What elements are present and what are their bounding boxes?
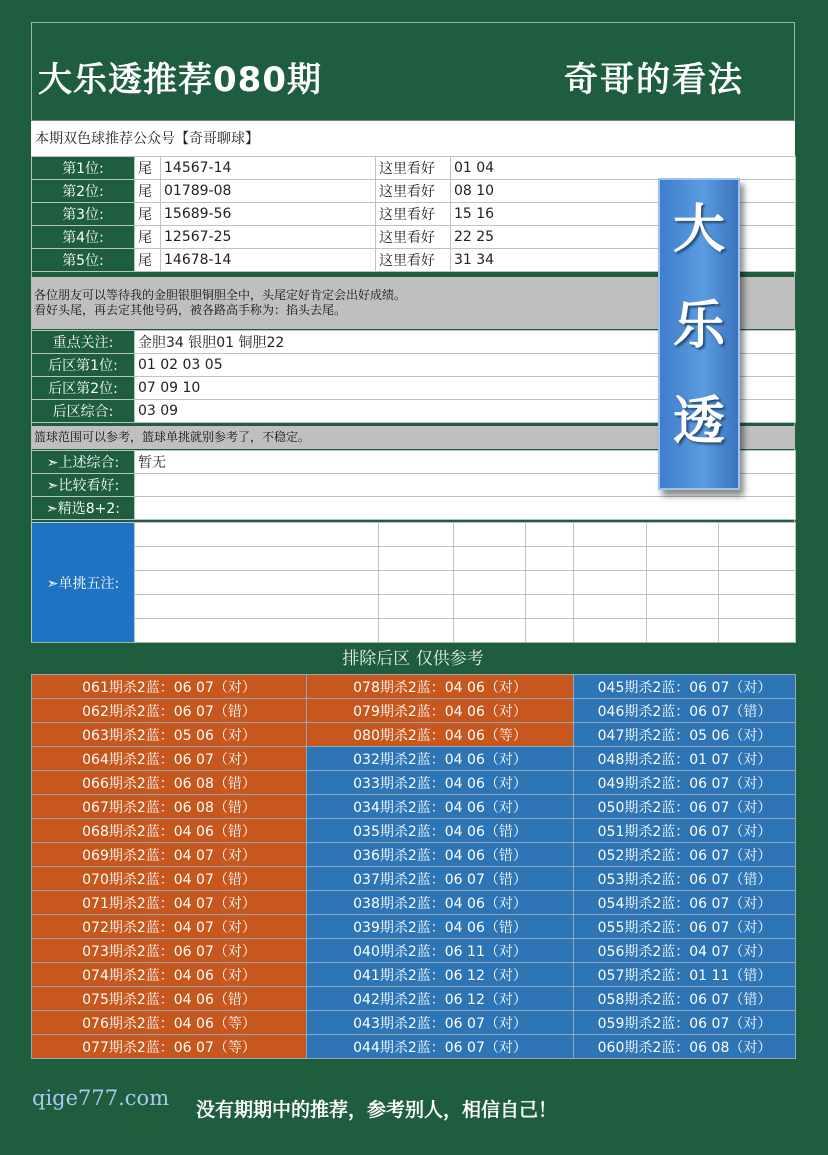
kill-cell: 056期杀2蓝：04 07（对） <box>574 939 796 963</box>
pick-cell[interactable] <box>647 523 719 547</box>
pick-cell[interactable] <box>574 547 647 571</box>
pick-numbers: 08 10 <box>451 180 796 203</box>
kill-cell: 075期杀2蓝：04 06（错） <box>32 987 307 1011</box>
pick-cell[interactable] <box>574 523 647 547</box>
badge-char: 大 <box>672 200 725 260</box>
focus-value: 07 09 10 <box>135 377 796 400</box>
pick-cell[interactable] <box>135 523 379 547</box>
kill-cell: 073期杀2蓝：06 07（对） <box>32 939 307 963</box>
pick-cell[interactable] <box>135 571 379 595</box>
kill-cell: 054期杀2蓝：06 07（对） <box>574 891 796 915</box>
footer-message: 没有期期中的推荐，参考别人，相信自己！ <box>196 1099 558 1121</box>
kill-cell: 061期杀2蓝：06 07（对） <box>32 675 307 699</box>
pick-cell[interactable] <box>574 619 647 643</box>
kill-cell: 062期杀2蓝：06 07（错） <box>32 699 307 723</box>
pick-cell[interactable] <box>379 595 454 619</box>
position-label: 第3位: <box>32 203 135 226</box>
summary-value <box>135 497 796 520</box>
kill-cell: 069期杀2蓝：04 07（对） <box>32 843 307 867</box>
position-label: 第1位: <box>32 157 135 180</box>
focus-label: 后区第2位: <box>32 377 135 400</box>
pick-cell[interactable] <box>379 619 454 643</box>
pick-cell[interactable] <box>647 619 719 643</box>
pick-cell[interactable] <box>719 547 796 571</box>
kill-cell: 038期杀2蓝：04 06（对） <box>307 891 574 915</box>
hint-label: 这里看好 <box>376 157 451 180</box>
kill-row <box>32 915 796 939</box>
summary-label: ➣精选8+2: <box>32 497 135 520</box>
position-row <box>32 157 796 180</box>
kill-cell: 047期杀2蓝：05 06（对） <box>574 723 796 747</box>
kill-cell: 076期杀2蓝：04 06（等） <box>32 1011 307 1035</box>
page-title: 大乐透推荐080期 <box>38 60 322 100</box>
kill-row <box>32 795 796 819</box>
summary-label: ➣比较看好: <box>32 474 135 497</box>
hint-label: 这里看好 <box>376 180 451 203</box>
kill-cell: 049期杀2蓝：06 07（对） <box>574 771 796 795</box>
kill-cell: 052期杀2蓝：06 07（对） <box>574 843 796 867</box>
kill-row <box>32 867 796 891</box>
pick-cell[interactable] <box>719 571 796 595</box>
pick-row <box>32 523 796 547</box>
tail-marker: 尾 <box>135 203 161 226</box>
kill-cell: 043期杀2蓝：06 07（对） <box>307 1011 574 1035</box>
focus-label: 后区综合: <box>32 400 135 423</box>
kill-cell: 053期杀2蓝：06 07（错） <box>574 867 796 891</box>
pick-cell[interactable] <box>454 523 526 547</box>
kill-cell: 072期杀2蓝：04 07（对） <box>32 915 307 939</box>
kill-cell: 039期杀2蓝：04 06（错） <box>307 915 574 939</box>
kill-cell: 041期杀2蓝：06 12（对） <box>307 963 574 987</box>
pick-numbers: 15 16 <box>451 203 796 226</box>
kill-cell: 051期杀2蓝：06 07（对） <box>574 819 796 843</box>
kill-cell: 077期杀2蓝：06 07（等） <box>32 1035 307 1059</box>
note-banner-2: 篮球范围可以参考，篮球单挑就别参考了，不稳定。 <box>31 426 795 449</box>
notice-line: 本期双色球推荐公众号【奇哥聊球】 <box>31 120 795 156</box>
kill-cell: 036期杀2蓝：04 06（错） <box>307 843 574 867</box>
kill-cell: 079期杀2蓝：04 06（对） <box>307 699 574 723</box>
kill-cell: 080期杀2蓝：04 06（等） <box>307 723 574 747</box>
hint-label: 这里看好 <box>376 249 451 272</box>
kill-row <box>32 723 796 747</box>
kill-row <box>32 747 796 771</box>
pick-cell[interactable] <box>135 547 379 571</box>
hint-label: 这里看好 <box>376 203 451 226</box>
badge-char: 透 <box>672 392 725 452</box>
pick-numbers: 01 04 <box>451 157 796 180</box>
badge-char: 乐 <box>672 296 725 356</box>
pick-row <box>32 619 796 643</box>
kill-row <box>32 819 796 843</box>
tail-numbers: 12567-25 <box>161 226 376 249</box>
kill-cell: 059期杀2蓝：06 07（对） <box>574 1011 796 1035</box>
title-bar <box>31 22 795 120</box>
pick-cell[interactable] <box>526 547 574 571</box>
kill-cell: 070期杀2蓝：04 07（错） <box>32 867 307 891</box>
tail-numbers: 14567-14 <box>161 157 376 180</box>
kill-cell: 040期杀2蓝：06 11（对） <box>307 939 574 963</box>
exclusion-heading: 排除后区 仅供参考 <box>31 642 795 675</box>
kill-cell: 060期杀2蓝：06 08（对） <box>574 1035 796 1059</box>
position-label: 第5位: <box>32 249 135 272</box>
kill-cell: 033期杀2蓝：04 06（对） <box>307 771 574 795</box>
tail-marker: 尾 <box>135 180 161 203</box>
note-line: 看好头尾，再去定其他号码，被各路高手称为：掐头去尾。 <box>34 303 347 317</box>
kill-cell: 050期杀2蓝：06 07（对） <box>574 795 796 819</box>
pick-cell[interactable] <box>526 571 574 595</box>
tail-numbers: 15689-56 <box>161 203 376 226</box>
kill-cell: 068期杀2蓝：04 06（错） <box>32 819 307 843</box>
tail-numbers: 01789-08 <box>161 180 376 203</box>
note-line: 各位朋友可以等待我的金胆银胆铜胆全中，头尾定好肯定会出好成绩。 <box>34 288 407 302</box>
page-subtitle: 奇哥的看法 <box>564 60 744 100</box>
pick-row <box>32 571 796 595</box>
focus-value: 金胆34 银胆01 铜胆22 <box>135 331 796 354</box>
kill-cell: 078期杀2蓝：04 06（对） <box>307 675 574 699</box>
tail-numbers: 14678-14 <box>161 249 376 272</box>
pick-cell[interactable] <box>574 595 647 619</box>
kill-cell: 066期杀2蓝：06 08（错） <box>32 771 307 795</box>
kill-row <box>32 939 796 963</box>
pick-cell[interactable] <box>454 571 526 595</box>
kill-row <box>32 963 796 987</box>
kill-row <box>32 843 796 867</box>
kill-cell: 067期杀2蓝：06 08（错） <box>32 795 307 819</box>
pick-numbers: 31 34 <box>451 249 796 272</box>
kill-cell: 045期杀2蓝：06 07（对） <box>574 675 796 699</box>
pick-cell[interactable] <box>379 547 454 571</box>
pick-cell[interactable] <box>647 595 719 619</box>
kill-cell: 058期杀2蓝：06 07（错） <box>574 987 796 1011</box>
pick-cell[interactable] <box>454 619 526 643</box>
kill-cell: 046期杀2蓝：06 07（错） <box>574 699 796 723</box>
focus-value: 01 02 03 05 <box>135 354 796 377</box>
kill-row <box>32 891 796 915</box>
kill-cell: 042期杀2蓝：06 12（对） <box>307 987 574 1011</box>
pick-cell[interactable] <box>454 547 526 571</box>
focus-label: 后区第1位: <box>32 354 135 377</box>
kill-cell: 032期杀2蓝：04 06（对） <box>307 747 574 771</box>
kill-row <box>32 771 796 795</box>
pick-cell[interactable] <box>526 523 574 547</box>
kill-cell: 063期杀2蓝：05 06（对） <box>32 723 307 747</box>
pick-cell[interactable] <box>135 595 379 619</box>
pick-cell[interactable] <box>379 523 454 547</box>
pick-cell[interactable] <box>647 571 719 595</box>
kill-cell: 071期杀2蓝：04 07（对） <box>32 891 307 915</box>
kill-cell: 064期杀2蓝：06 07（对） <box>32 747 307 771</box>
tail-marker: 尾 <box>135 157 161 180</box>
kill-cell: 037期杀2蓝：06 07（错） <box>307 867 574 891</box>
pick-cell[interactable] <box>526 619 574 643</box>
summary-row <box>32 497 796 520</box>
summary-value: 暂无 <box>135 451 796 474</box>
focus-label: 重点关注: <box>32 331 135 354</box>
pick-row <box>32 547 796 571</box>
pick-cell[interactable] <box>647 547 719 571</box>
pick-row <box>32 595 796 619</box>
kill-row <box>32 675 796 699</box>
pick-numbers: 22 25 <box>451 226 796 249</box>
focus-value: 03 09 <box>135 400 796 423</box>
kill-table <box>31 674 796 1059</box>
single-pick-label: ➣单挑五注: <box>32 523 135 643</box>
single-pick-table <box>31 522 796 643</box>
lottery-badge <box>658 178 740 490</box>
footer-url[interactable]: qige777.com <box>32 1086 170 1110</box>
pick-cell[interactable] <box>135 619 379 643</box>
tail-marker: 尾 <box>135 249 161 272</box>
kill-row <box>32 699 796 723</box>
position-label: 第4位: <box>32 226 135 249</box>
kill-row <box>32 1011 796 1035</box>
pick-cell[interactable] <box>719 523 796 547</box>
kill-cell: 055期杀2蓝：06 07（对） <box>574 915 796 939</box>
kill-cell: 048期杀2蓝：01 07（对） <box>574 747 796 771</box>
position-label: 第2位: <box>32 180 135 203</box>
tail-marker: 尾 <box>135 226 161 249</box>
pick-cell[interactable] <box>719 619 796 643</box>
pick-cell[interactable] <box>526 595 574 619</box>
pick-cell[interactable] <box>379 571 454 595</box>
kill-cell: 044期杀2蓝：06 07（对） <box>307 1035 574 1059</box>
kill-row <box>32 987 796 1011</box>
summary-label: ➣上述综合: <box>32 451 135 474</box>
hint-label: 这里看好 <box>376 226 451 249</box>
kill-cell: 035期杀2蓝：04 06（错） <box>307 819 574 843</box>
kill-row <box>32 1035 796 1059</box>
pick-cell[interactable] <box>719 595 796 619</box>
pick-cell[interactable] <box>454 595 526 619</box>
pick-cell[interactable] <box>574 571 647 595</box>
kill-cell: 074期杀2蓝：04 06（对） <box>32 963 307 987</box>
kill-cell: 034期杀2蓝：04 06（对） <box>307 795 574 819</box>
kill-cell: 057期杀2蓝：01 11（错） <box>574 963 796 987</box>
